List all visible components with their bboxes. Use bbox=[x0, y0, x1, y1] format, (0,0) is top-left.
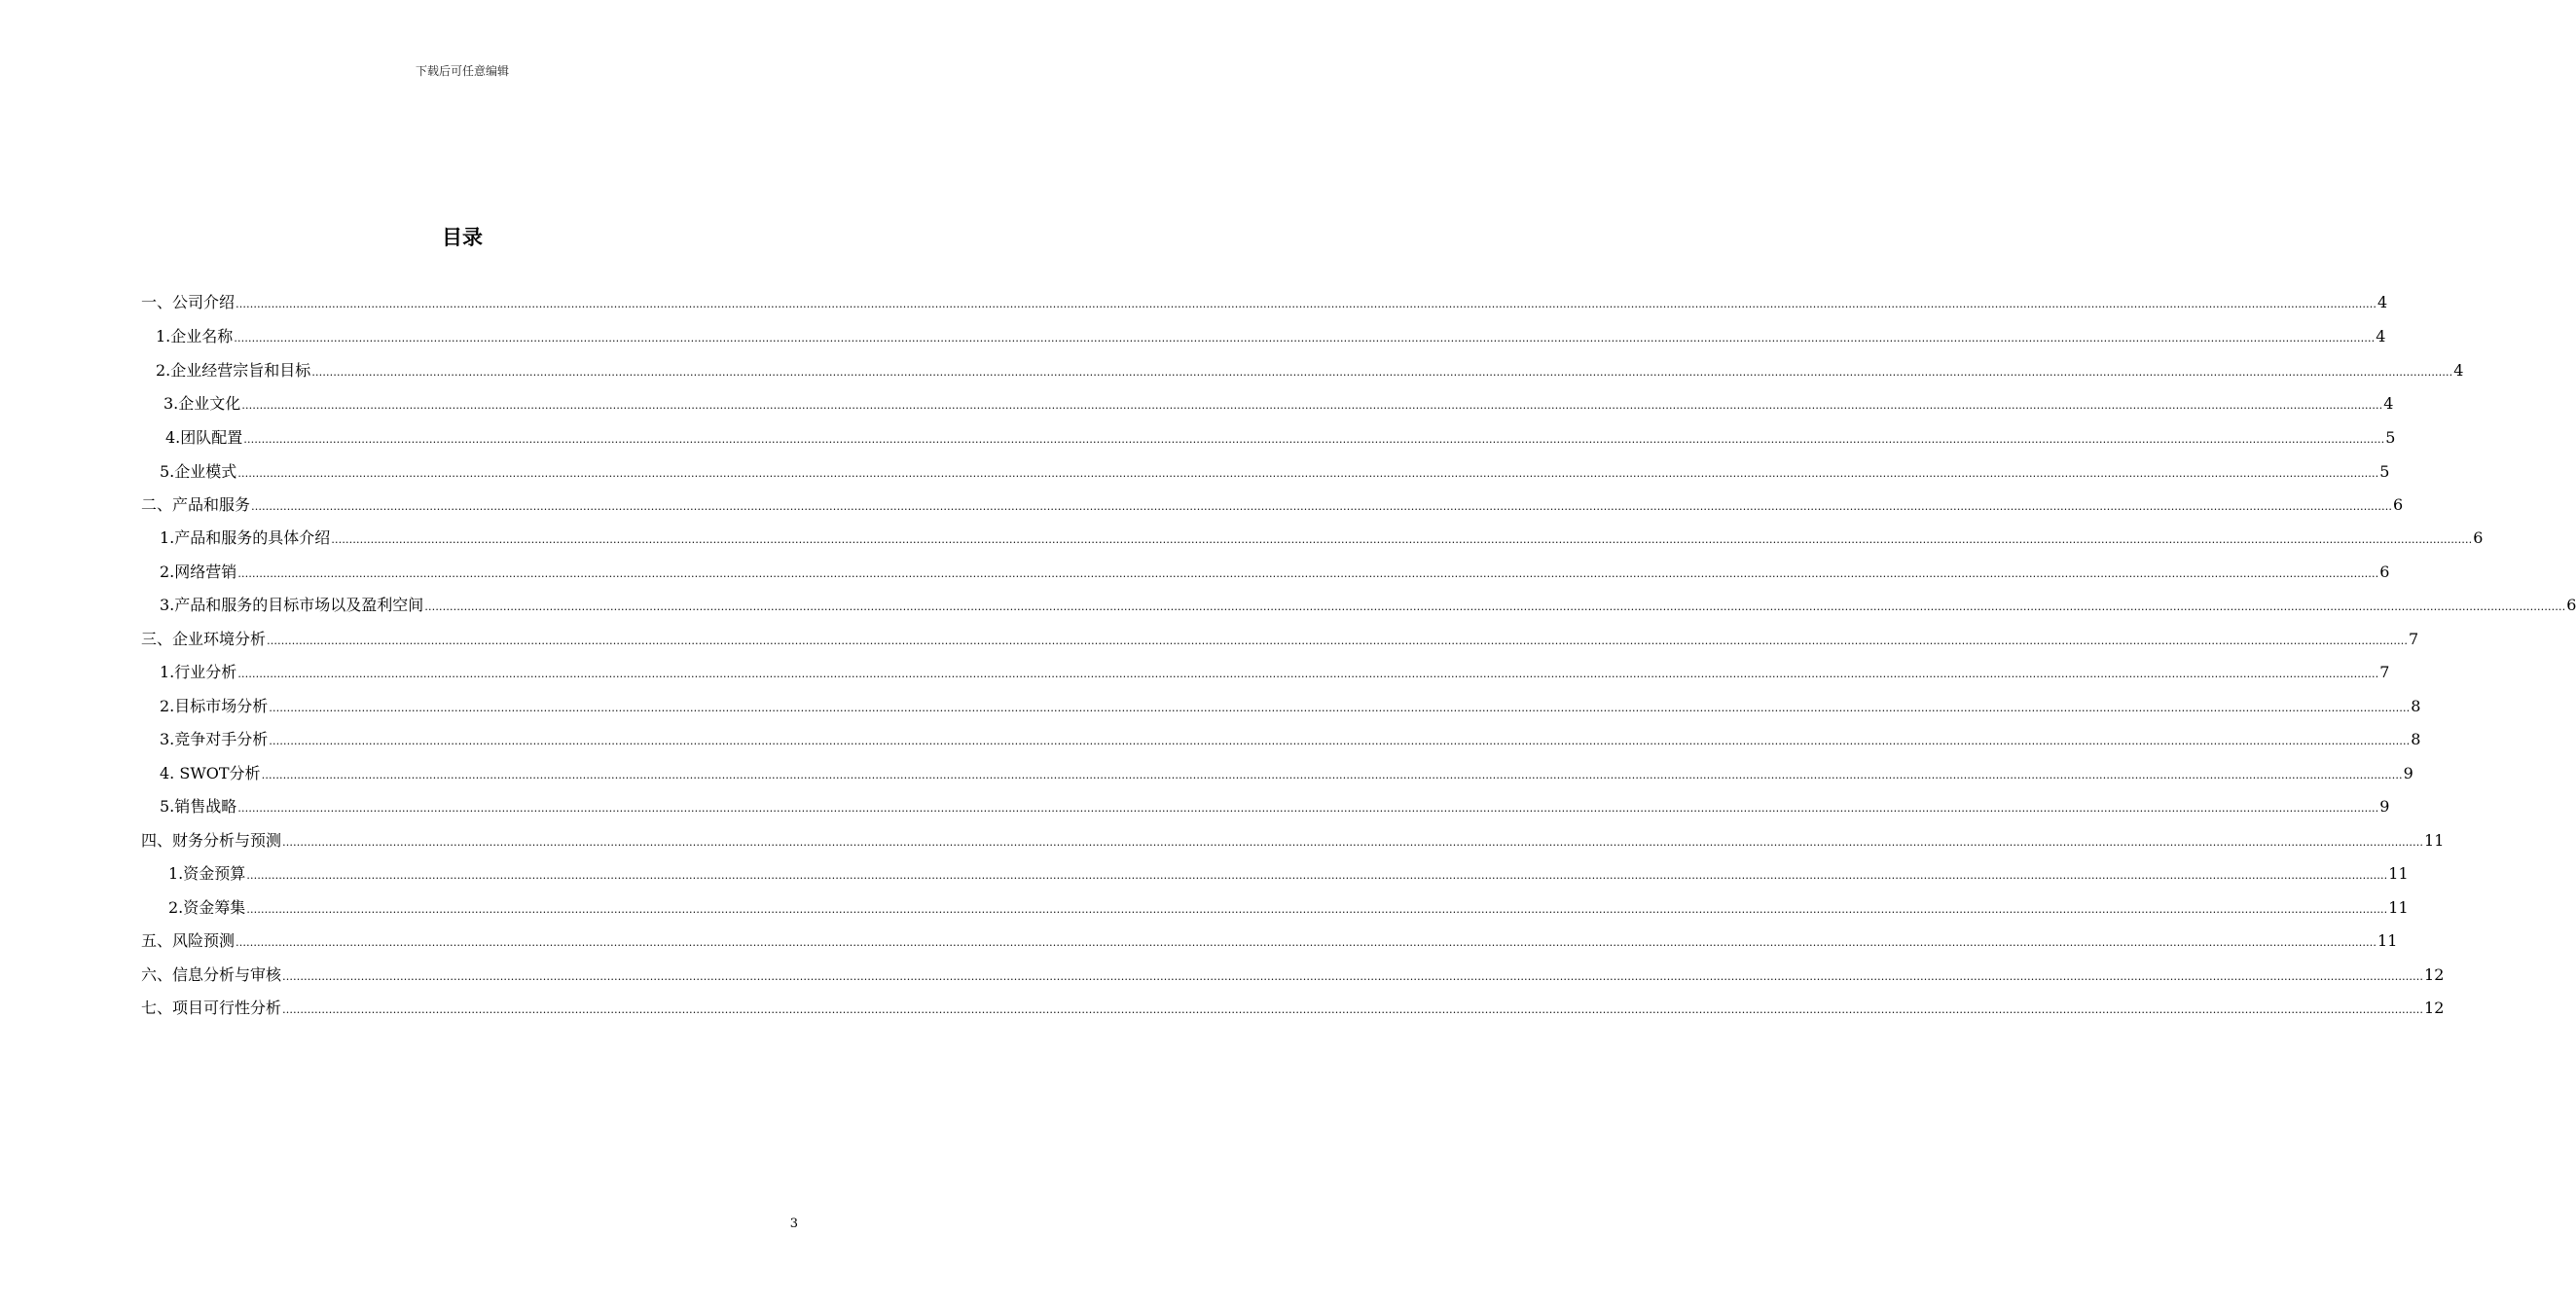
toc-entry-page: 11 bbox=[2388, 898, 2409, 917]
toc-leader-dots: …………………………………………………………………………………………………………………………………………………………………………………………………………………………………………………………………………………………………………………………………………………………………………………………………………………………………………………………………………………………………………………………………………………… bbox=[251, 500, 2393, 513]
toc-leader-dots: …………………………………………………………………………………………………………………………………………………………………………………………………………………………………………………………………………………………………………………………………………………………………………………………………………………………………………………………………………………………………………………………………………………… bbox=[234, 332, 2376, 345]
toc-entry-page: 4 bbox=[2377, 293, 2388, 311]
toc-leader-dots: …………………………………………………………………………………………………………………………………………………………………………………………………………………………………………………………………………………………………………………………………………………………………………………………………………………………………………………………………………………………………………………………………………………… bbox=[311, 366, 2453, 379]
toc-entry-page: 5 bbox=[2379, 462, 2390, 481]
toc-leader-dots: …………………………………………………………………………………………………………………………………………………………………………………………………………………………………………………………………………………………………………………………………………………………………………………………………………………………………………………………………………………………………………………………………………………… bbox=[261, 769, 2403, 781]
toc-entry-label: 2.企业经营宗旨和目标 bbox=[156, 361, 311, 380]
toc-entry-label: 2.网络营销 bbox=[160, 563, 237, 581]
toc-entry[interactable] bbox=[160, 761, 2413, 784]
toc-entry[interactable] bbox=[168, 895, 2409, 919]
toc-entry[interactable] bbox=[168, 861, 2409, 885]
toc-entry-label: 1.资金预算 bbox=[168, 864, 246, 883]
toc-entry[interactable] bbox=[160, 794, 2390, 818]
toc-entry[interactable] bbox=[160, 727, 2421, 750]
toc-leader-dots: …………………………………………………………………………………………………………………………………………………………………………………………………………………………………………………………………………………………………………………………………………………………………………………………………………………………………………………………………………………………………………………………………………………… bbox=[237, 467, 2379, 480]
toc-entry-label: 4. SWOT分析 bbox=[160, 764, 261, 782]
toc-entry-label: 2.资金筹集 bbox=[168, 898, 246, 917]
page-header-note: 下载后可任意编辑 bbox=[415, 64, 509, 78]
toc-entry-page: 6 bbox=[2379, 563, 2390, 581]
toc-entry-page: 8 bbox=[2411, 730, 2421, 748]
toc-entry[interactable] bbox=[160, 560, 2390, 583]
toc-leader-dots: …………………………………………………………………………………………………………………………………………………………………………………………………………………………………………………………………………………………………………………………………………………………………………………………………………………………………………………………………………………………………………………………………………………… bbox=[237, 802, 2379, 815]
toc-entry[interactable] bbox=[156, 358, 2464, 382]
toc-leader-dots: …………………………………………………………………………………………………………………………………………………………………………………………………………………………………………………………………………………………………………………………………………………………………………………………………………………………………………………………………………………………………………………………………………………… bbox=[236, 936, 2377, 949]
toc-entry-label: 3.竞争对手分析 bbox=[160, 730, 269, 748]
toc-entry[interactable] bbox=[141, 290, 2388, 313]
toc-entry[interactable] bbox=[160, 459, 2390, 483]
toc-entry[interactable] bbox=[141, 928, 2398, 952]
toc-leader-dots: …………………………………………………………………………………………………………………………………………………………………………………………………………………………………………………………………………………………………………………………………………………………………………………………………………………………………………………………………………………………………………………………………………………… bbox=[236, 298, 2377, 310]
toc-entry[interactable] bbox=[160, 526, 2484, 549]
toc-leader-dots: …………………………………………………………………………………………………………………………………………………………………………………………………………………………………………………………………………………………………………………………………………………………………………………………………………………………………………………………………………………………………………………………………………………… bbox=[267, 635, 2409, 647]
toc-leader-dots: …………………………………………………………………………………………………………………………………………………………………………………………………………………………………………………………………………………………………………………………………………………………………………………………………………………………………………………………………………………………………………………………………………………… bbox=[243, 433, 2385, 446]
toc-entry-label: 七、项目可行性分析 bbox=[141, 999, 282, 1017]
toc-entry-label: 1.行业分析 bbox=[160, 663, 237, 681]
toc-leader-dots: …………………………………………………………………………………………………………………………………………………………………………………………………………………………………………………………………………………………………………………………………………………………………………………………………………………………………………………………………………………………………………………………………………………… bbox=[237, 567, 2379, 580]
toc-leader-dots: …………………………………………………………………………………………………………………………………………………………………………………………………………………………………………………………………………………………………………………………………………………………………………………………………………………………………………………………………………………………………………………………………………………… bbox=[269, 735, 2411, 747]
toc-entry-page: 6 bbox=[2473, 528, 2484, 547]
toc-leader-dots: …………………………………………………………………………………………………………………………………………………………………………………………………………………………………………………………………………………………………………………………………………………………………………………………………………………………………………………………………………………………………………………………………………………… bbox=[246, 869, 2388, 882]
toc-entry-page: 11 bbox=[2377, 931, 2398, 950]
toc-entry-page: 12 bbox=[2424, 965, 2445, 984]
toc-entry-page: 8 bbox=[2411, 697, 2421, 715]
toc-entry[interactable] bbox=[141, 627, 2419, 650]
toc-entry[interactable] bbox=[141, 996, 2445, 1019]
toc-entry[interactable] bbox=[160, 660, 2390, 683]
toc-entry[interactable] bbox=[160, 593, 2576, 616]
toc-entry-page: 6 bbox=[2566, 596, 2576, 614]
toc-leader-dots: …………………………………………………………………………………………………………………………………………………………………………………………………………………………………………………………………………………………………………………………………………………………………………………………………………………………………………………………………………………………………………………………………………………… bbox=[331, 533, 2473, 546]
toc-entry-label: 三、企业环境分析 bbox=[141, 630, 267, 648]
toc-entry-page: 7 bbox=[2379, 663, 2390, 681]
toc-entry-page: 7 bbox=[2409, 630, 2419, 648]
toc-entry-page: 11 bbox=[2424, 831, 2445, 850]
toc-entry[interactable] bbox=[141, 963, 2445, 986]
toc-entry-label: 3.产品和服务的目标市场以及盈利空间 bbox=[160, 596, 424, 614]
toc-entry-page: 12 bbox=[2424, 999, 2445, 1017]
toc-entry[interactable] bbox=[165, 425, 2396, 449]
toc-entry-label: 5.企业模式 bbox=[160, 462, 237, 481]
toc-entry-label: 1.产品和服务的具体介绍 bbox=[160, 528, 331, 547]
toc-entry[interactable] bbox=[141, 492, 2404, 516]
toc-entry-page: 5 bbox=[2385, 428, 2396, 447]
toc-entry-page: 9 bbox=[2379, 797, 2390, 816]
toc-entry[interactable] bbox=[156, 324, 2386, 347]
toc-entry[interactable] bbox=[163, 391, 2394, 415]
toc-entry-label: 3.企业文化 bbox=[163, 394, 241, 413]
toc-entry-label: 一、公司介绍 bbox=[141, 293, 236, 311]
toc-leader-dots: …………………………………………………………………………………………………………………………………………………………………………………………………………………………………………………………………………………………………………………………………………………………………………………………………………………………………………………………………………………………………………………………………………………… bbox=[269, 702, 2411, 714]
page-title: 目录 bbox=[442, 226, 483, 249]
toc-entry-label: 四、财务分析与预测 bbox=[141, 831, 282, 850]
toc-leader-dots: …………………………………………………………………………………………………………………………………………………………………………………………………………………………………………………………………………………………………………………………………………………………………………………………………………………………………………………………………………………………………………………………………………………… bbox=[424, 600, 2566, 613]
toc-leader-dots: …………………………………………………………………………………………………………………………………………………………………………………………………………………………………………………………………………………………………………………………………………………………………………………………………………………………………………………………………………………………………………………………………………………… bbox=[282, 1003, 2424, 1016]
toc-entry-label: 1.企业名称 bbox=[156, 327, 234, 345]
toc-entry[interactable] bbox=[141, 828, 2445, 852]
toc-leader-dots: …………………………………………………………………………………………………………………………………………………………………………………………………………………………………………………………………………………………………………………………………………………………………………………………………………………………………………………………………………………………………………………………………………………… bbox=[282, 970, 2424, 983]
toc-entry-label: 五、风险预测 bbox=[141, 931, 236, 950]
toc-leader-dots: …………………………………………………………………………………………………………………………………………………………………………………………………………………………………………………………………………………………………………………………………………………………………………………………………………………………………………………………………………………………………………………………………………………… bbox=[282, 836, 2424, 849]
toc-entry-page: 4 bbox=[2383, 394, 2394, 413]
toc-entry-label: 2.目标市场分析 bbox=[160, 697, 269, 715]
toc-entry-label: 六、信息分析与审核 bbox=[141, 965, 282, 984]
toc-entry[interactable] bbox=[160, 694, 2421, 717]
toc-entry-page: 6 bbox=[2393, 495, 2404, 514]
toc-entry-page: 11 bbox=[2388, 864, 2409, 883]
toc-entry-page: 4 bbox=[2376, 327, 2386, 345]
toc-entry-label: 二、产品和服务 bbox=[141, 495, 251, 514]
toc-entry-page: 4 bbox=[2453, 361, 2464, 380]
toc-entry-label: 4.团队配置 bbox=[165, 428, 243, 447]
page-number: 3 bbox=[789, 1217, 798, 1231]
toc-entry-label: 5.销售战略 bbox=[160, 797, 237, 816]
toc-leader-dots: …………………………………………………………………………………………………………………………………………………………………………………………………………………………………………………………………………………………………………………………………………………………………………………………………………………………………………………………………………………………………………………………………………………… bbox=[241, 399, 2383, 412]
toc-leader-dots: …………………………………………………………………………………………………………………………………………………………………………………………………………………………………………………………………………………………………………………………………………………………………………………………………………………………………………………………………………………………………………………………………………………… bbox=[237, 668, 2379, 680]
toc-leader-dots: …………………………………………………………………………………………………………………………………………………………………………………………………………………………………………………………………………………………………………………………………………………………………………………………………………………………………………………………………………………………………………………………………………………… bbox=[246, 903, 2388, 916]
toc-entry-page: 9 bbox=[2403, 764, 2413, 782]
